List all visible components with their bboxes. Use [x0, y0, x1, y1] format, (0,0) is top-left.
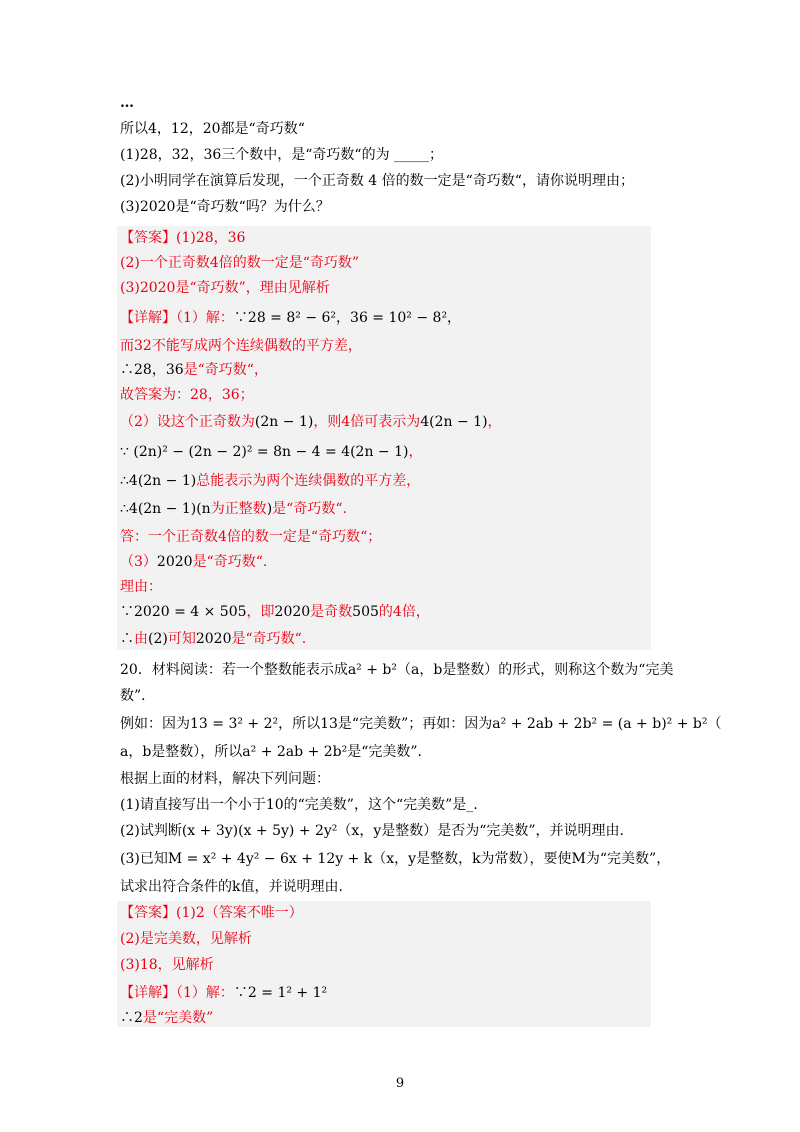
text-span: 由	[134, 631, 148, 647]
text-span: 是“奇巧数“.	[272, 501, 347, 517]
answer-19-2: (2)一个正奇数4倍的数一定是“奇巧数”	[120, 255, 360, 271]
math-expr: ∵2020 = 4 × 505	[120, 604, 247, 620]
text-span: 的4倍，	[378, 604, 430, 620]
page-number: 9	[395, 1076, 405, 1091]
question-20-example: 例如：因为13 = 3² + 2²，所以13是“完美数”；再如：因为a² + 2ab + 2b² = (a + b)² + b²（	[120, 716, 722, 732]
question-19-3: (3)2020是“奇巧数“吗？为什么？	[120, 199, 330, 215]
answer-tag: 【答案】	[120, 230, 176, 246]
math-expr: 505	[352, 604, 379, 620]
text-span: 是“奇巧数“.	[192, 554, 268, 570]
math-expr: (2)	[148, 631, 168, 647]
solution-20-line1	[120, 982, 327, 1004]
text-span: ，	[408, 444, 423, 460]
math-expr: (2n − 1)	[254, 414, 314, 430]
solution-20-line2	[120, 1007, 213, 1029]
math-expr: ∴2	[120, 1010, 143, 1026]
math-expr: ∴4(2n − 1)	[120, 473, 197, 489]
question-20-stem: 20．材料阅读：若一个整数能表示成a² + b²（a，b是整数）的形式，则称这个数为“完美	[120, 662, 674, 678]
question-19-1: (1)28，32，36三个数中，是“奇巧数“的为 _____；	[120, 147, 444, 163]
answer-text: (1)2	[176, 905, 205, 921]
answer-tag: 【答案】	[120, 905, 176, 921]
text-span: 是奇数	[310, 604, 353, 620]
text-span: （3）	[120, 554, 157, 570]
answer-note: （答案不唯一）	[204, 905, 303, 921]
text-span: 是“完美数”	[142, 1010, 214, 1026]
solution-19-line10	[120, 551, 267, 573]
question-20-3-cont: 试求出符合条件的k值，并说明理由.	[120, 879, 343, 895]
answer-text: (1)28，36	[176, 230, 246, 246]
solution-19-line7	[120, 470, 420, 492]
math-expr: 2020	[156, 554, 193, 570]
solution-19-line3	[120, 359, 268, 381]
answer-20-1	[120, 902, 303, 924]
question-20-stem-cont: 数”．	[120, 688, 156, 704]
ellipsis-line: …	[120, 95, 134, 111]
answer-20-3: (3)18，见解析	[120, 957, 214, 973]
question-20-2: (2)试判断(x + 3y)(x + 5y) + 2y²（x，y是整数）是否为“完美数”，并说明理由.	[120, 823, 624, 839]
math-expr: ∵28 = 8² − 6²，36 = 10² − 8²，	[233, 310, 462, 326]
question-20-example-cont: a，b是整数），所以a² + 2ab + 2b²是“完美数”．	[120, 744, 432, 760]
solution-19-line2: 而32不能写成两个连续偶数的平方差，	[120, 338, 362, 354]
text-span: ，则4倍可表示为	[313, 414, 421, 430]
math-expr: ∴	[120, 631, 134, 647]
solution-tag: 【详解】（1）解：	[120, 985, 234, 1001]
solution-tag: 【详解】（1）解：	[120, 310, 234, 326]
question-19-2: (2)小明同学在演算后发现，一个正奇数 4 倍的数一定是“奇巧数“，请你说明理由；	[120, 173, 634, 189]
solution-19-line5	[120, 411, 502, 433]
text-span: 是“奇巧数“，	[183, 362, 268, 378]
math-expr: 2020	[195, 631, 232, 647]
math-expr: )	[266, 501, 273, 517]
math-expr: ∴28，36	[120, 362, 184, 378]
math-expr: 2020	[274, 604, 311, 620]
answer-20-2: (2)是完美数，见解析	[120, 931, 252, 947]
text-span: ，	[487, 414, 502, 430]
solution-19-line12	[120, 601, 430, 623]
solution-19-line9: 答：一个正奇数4倍的数一定是“奇巧数“；	[120, 529, 382, 545]
answer-19-3: (3)2020是“奇巧数”，理由见解析	[120, 280, 330, 296]
text-span: 可知	[167, 631, 196, 647]
math-expr: 4(2n − 1)	[420, 414, 488, 430]
math-expr: ∴4(2n − 1)(n	[120, 501, 211, 517]
answer-19-1	[120, 227, 245, 249]
example-conclusion: 所以4，12，20都是“奇巧数“	[120, 121, 305, 137]
question-20-instruction: 根据上面的材料，解决下列问题：	[120, 771, 330, 787]
solution-19-line6	[120, 441, 422, 463]
math-expr: ∵ (2n)² − (2n − 2)² = 8n − 4 = 4(2n − 1)	[120, 444, 409, 460]
text-span: 总能表示为两个连续偶数的平方差，	[196, 473, 421, 489]
solution-19-line1	[120, 307, 461, 329]
text-span: ，即	[246, 604, 275, 620]
solution-19-line4: 故答案为：28，36；	[120, 387, 254, 403]
text-span: （2）设这个正奇数为	[120, 414, 255, 430]
text-span: 为正整数	[210, 501, 267, 517]
solution-19-line11: 理由：	[120, 579, 162, 595]
text-span: 是“奇巧数“.	[231, 631, 307, 647]
math-expr: ∵2 = 1² + 1²	[233, 985, 328, 1001]
question-20-3: (3)已知M = x² + 4y² − 6x + 12y + k（x，y是整数，k为常数），要使M为“完美数”，	[120, 851, 671, 867]
solution-19-line13	[120, 628, 306, 650]
question-20-1: (1)请直接写出一个小于10的“完美数”，这个“完美数”是_.	[120, 797, 478, 813]
solution-19-line8	[120, 498, 347, 520]
